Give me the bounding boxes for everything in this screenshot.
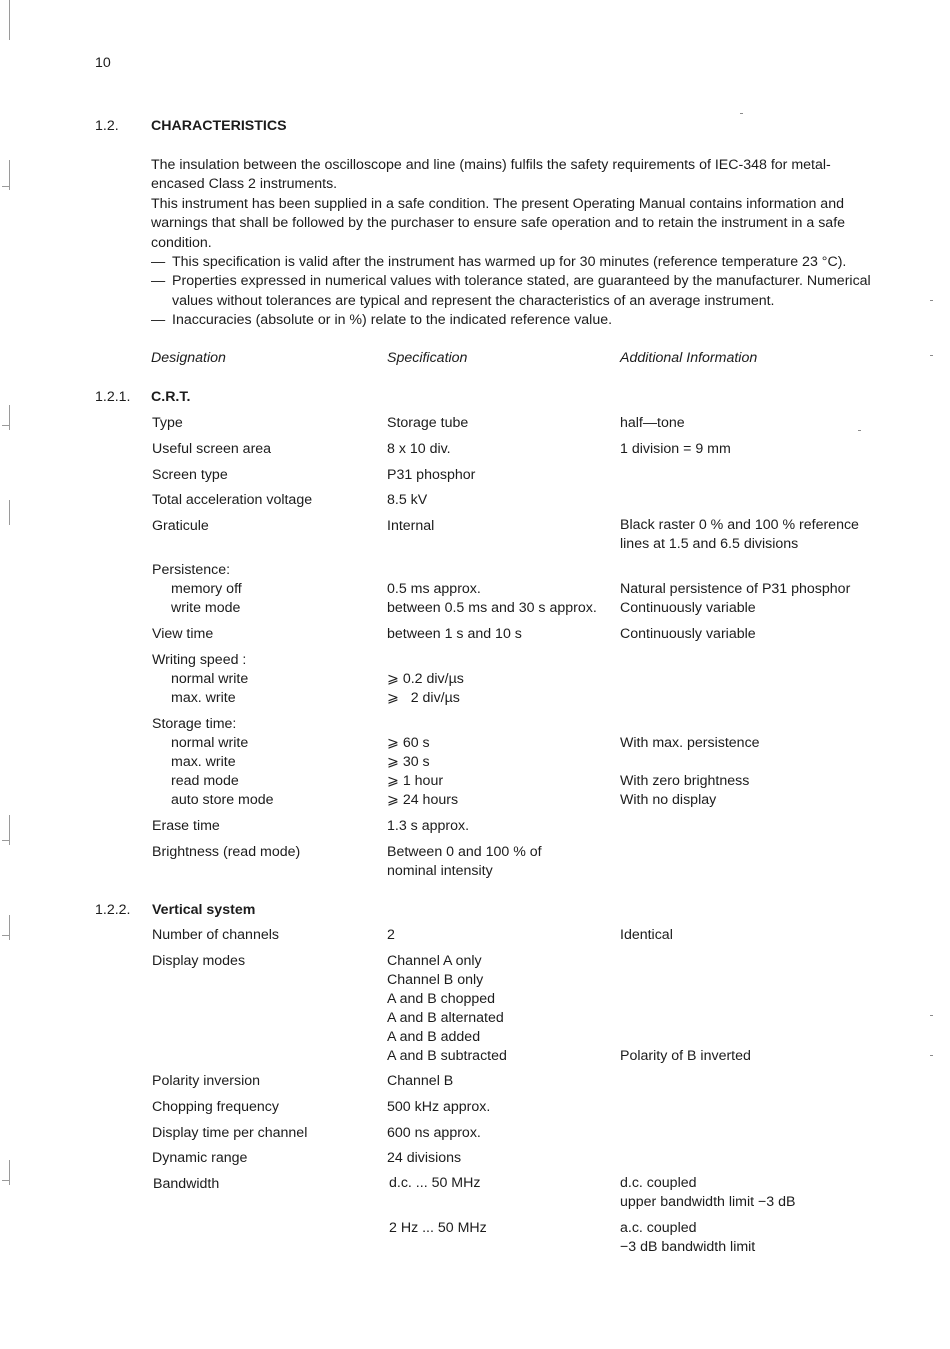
- scan-speck: [930, 355, 933, 356]
- scan-margin-tick: [2, 935, 10, 936]
- bullet-dash: —: [151, 273, 166, 290]
- section-number: 1.2.: [95, 118, 119, 134]
- subsection-number: 1.2.1.: [95, 389, 131, 405]
- row-sublabel: memory off: [171, 581, 242, 597]
- row-spec: 600 ns approx.: [387, 1125, 481, 1141]
- row-label: Erase time: [152, 818, 220, 834]
- row-label: Type: [152, 415, 183, 431]
- row-sublabel: write mode: [171, 600, 241, 616]
- row-spec: 0.5 ms approx.: [387, 581, 481, 597]
- row-info: With no display: [620, 792, 717, 808]
- row-label: Display time per channel: [152, 1125, 308, 1141]
- row-spec: Internal: [387, 518, 435, 534]
- header-designation: Designation: [151, 350, 226, 366]
- row-sublabel: auto store mode: [171, 792, 274, 808]
- row-sublabel: max. write: [171, 754, 236, 770]
- row-spec: Between 0 and 100 % of: [387, 844, 542, 860]
- row-sublabel: normal write: [171, 735, 249, 751]
- row-spec: d.c. ... 50 MHz: [389, 1175, 481, 1191]
- scan-speck: [930, 300, 933, 301]
- row-info: a.c. coupled: [620, 1220, 697, 1236]
- scan-speck: [930, 1055, 933, 1056]
- row-info: d.c. coupled: [620, 1175, 697, 1191]
- row-sublabel: read mode: [171, 773, 239, 789]
- row-spec: ⩾ 24 hours: [387, 792, 459, 808]
- row-spec: A and B subtracted: [387, 1048, 507, 1064]
- scan-speck: [858, 430, 861, 431]
- row-spec: Channel A only: [387, 953, 482, 969]
- page-number: 10: [95, 55, 111, 71]
- row-label: Persistence:: [152, 562, 231, 578]
- row-info: Black raster 0 % and 100 % reference: [620, 517, 859, 533]
- row-info: Identical: [620, 927, 673, 943]
- row-spec: A and B added: [387, 1029, 481, 1045]
- row-spec: ⩾ 60 s: [387, 735, 430, 751]
- scan-margin-tick: [2, 425, 10, 426]
- row-info: −3 dB bandwidth limit: [620, 1239, 756, 1255]
- row-spec: ⩾ 1 hour: [387, 773, 444, 789]
- intro-text: [151, 156, 881, 331]
- row-spec: 2 Hz ... 50 MHz: [389, 1220, 487, 1236]
- row-label: Chopping frequency: [152, 1099, 279, 1115]
- row-spec: ⩾ 2 div/µs: [387, 690, 460, 706]
- section-title: CHARACTERISTICS: [151, 118, 287, 134]
- scan-margin-tick: [2, 840, 10, 841]
- subsection-title: Vertical system: [152, 902, 256, 918]
- header-specification: Specification: [387, 350, 468, 366]
- scan-margin-tick: [2, 186, 10, 187]
- row-spec: between 0.5 ms and 30 s approx.: [387, 600, 597, 616]
- bullet-dash: —: [151, 312, 166, 329]
- bullet-dash: —: [151, 254, 166, 271]
- intro-paragraph: The insulation between the oscilloscope and line (mains) fulfils the safety requirements of IEC-348 for metal-encased Class 2 instruments.: [151, 157, 831, 193]
- row-label: Graticule: [152, 518, 209, 534]
- row-label: Polarity inversion: [152, 1073, 261, 1089]
- scan-margin-mark: [9, 915, 10, 940]
- intro-bullet: [151, 272, 881, 311]
- row-spec: P31 phosphor: [387, 467, 476, 483]
- header-additional-information: Additional Information: [620, 350, 758, 366]
- row-spec: 1.3 s approx.: [387, 818, 470, 834]
- bullet-text: Properties expressed in numerical values with tolerance stated, are guaranteed by the manufacturer. Numerical values without tolerances are typical and represent the characteristics of an average instrument.: [172, 273, 871, 309]
- scan-speck: [930, 1015, 933, 1016]
- intro-bullet: [151, 311, 881, 330]
- row-spec: A and B chopped: [387, 991, 496, 1007]
- row-label: Dynamic range: [152, 1150, 248, 1166]
- row-info: upper bandwidth limit −3 dB: [620, 1194, 796, 1210]
- row-label: Storage time:: [152, 716, 237, 732]
- row-info: half—tone: [620, 415, 685, 431]
- row-info: Natural persistence of P31 phosphor: [620, 581, 851, 597]
- row-spec: Channel B only: [387, 972, 484, 988]
- row-spec: 8 x 10 div.: [387, 441, 451, 457]
- intro-bullet: [151, 253, 881, 272]
- row-sublabel: max. write: [171, 690, 236, 706]
- row-spec: nominal intensity: [387, 863, 493, 879]
- row-spec: Storage tube: [387, 415, 469, 431]
- row-label: Number of channels: [152, 927, 279, 943]
- row-spec: 24 divisions: [387, 1150, 462, 1166]
- row-spec: 500 kHz approx.: [387, 1099, 491, 1115]
- row-label: View time: [152, 626, 214, 642]
- row-spec: ⩾ 0.2 div/µs: [387, 671, 464, 687]
- row-info: 1 division = 9 mm: [620, 441, 731, 457]
- row-label: Writing speed :: [152, 652, 247, 668]
- row-label: Brightness (read mode): [152, 844, 301, 860]
- row-spec: between 1 s and 10 s: [387, 626, 522, 642]
- scan-margin-tick: [2, 1180, 10, 1181]
- scan-margin-mark: [9, 1160, 10, 1185]
- intro-paragraph: This instrument has been supplied in a safe condition. The present Operating Manual contains information and warnings that shall be followed by the purchaser to ensure safe operation and to retain the instrument in a safe condition.: [151, 195, 846, 251]
- scan-margin-mark: [9, 0, 10, 40]
- row-info: Polarity of B inverted: [620, 1048, 751, 1064]
- row-spec: ⩾ 30 s: [387, 754, 430, 770]
- scan-margin-mark: [9, 500, 10, 525]
- scan-speck: [740, 113, 743, 114]
- row-spec: 8.5 kV: [387, 492, 428, 508]
- bullet-text: This specification is valid after the instrument has warmed up for 30 minutes (reference temperature 23 °C).: [172, 254, 847, 271]
- row-spec: Channel B: [387, 1073, 454, 1089]
- row-spec: 2: [387, 927, 395, 943]
- scan-margin-mark: [9, 405, 10, 430]
- row-spec: A and B alternated: [387, 1010, 504, 1026]
- row-label: Display modes: [152, 953, 246, 969]
- row-label: Bandwidth: [153, 1176, 220, 1192]
- row-info: Continuously variable: [620, 626, 756, 642]
- row-info: Continuously variable: [620, 600, 756, 616]
- row-info: With zero brightness: [620, 773, 750, 789]
- row-info: lines at 1.5 and 6.5 divisions: [620, 536, 799, 552]
- row-label: Useful screen area: [152, 441, 272, 457]
- row-info: With max. persistence: [620, 735, 760, 751]
- row-sublabel: normal write: [171, 671, 249, 687]
- bullet-text: Inaccuracies (absolute or in %) relate to the indicated reference value.: [172, 312, 613, 329]
- row-label: Total acceleration voltage: [152, 492, 313, 508]
- subsection-number: 1.2.2.: [95, 902, 131, 918]
- subsection-title: C.R.T.: [151, 389, 191, 405]
- row-label: Screen type: [152, 467, 228, 483]
